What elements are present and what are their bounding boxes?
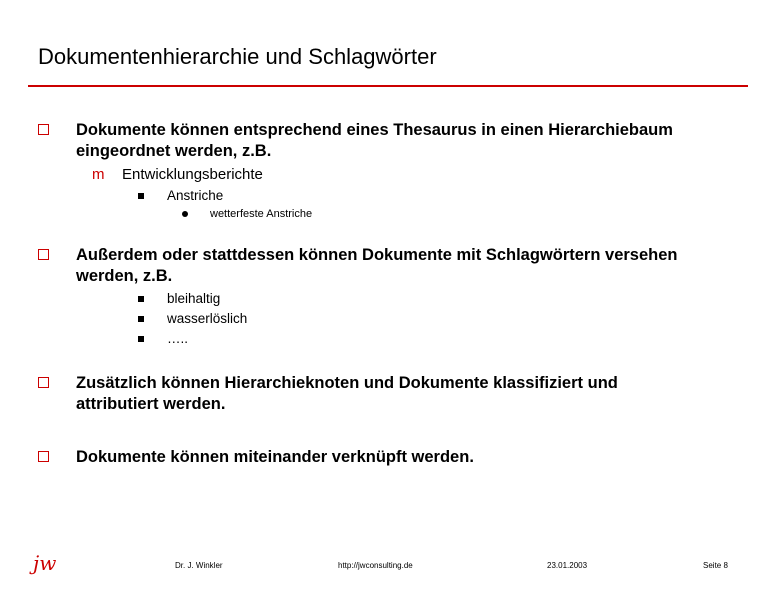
square-bullet-icon [138,296,144,302]
bullet-4-line-1: Dokumente können miteinander verknüpft werden. [76,448,474,466]
footer-page-number: Seite 8 [703,561,728,570]
bullet-3-line-1: Zusätzlich können Hierarchieknoten und Dokumente klassifiziert und [76,374,618,392]
bullet-3-line-2: attributiert werden. [76,395,226,413]
checkbox-bullet-icon [38,451,49,462]
footer-author: Dr. J. Winkler [175,561,223,570]
sub-bullet-text: Anstriche [167,188,224,203]
circle-bullet-icon: m [92,166,105,183]
dot-bullet-icon [182,211,188,217]
checkbox-bullet-icon [38,249,49,260]
footer-date: 23.01.2003 [547,561,588,570]
checkbox-bullet-icon [38,377,49,388]
square-bullet-icon [138,316,144,322]
slide-title: Dokumentenhierarchie und Schlagwörter [38,44,437,69]
sub-bullet-text: wetterfeste Anstriche [210,208,313,220]
jw-logo: jw [33,551,57,575]
bullet-2-line-1: Außerdem oder stattdessen können Dokumente mit Schlagwörtern versehen [76,246,678,264]
title-divider [28,85,748,87]
footer-url: http://jwconsulting.de [338,561,413,570]
keyword-text: ….. [167,331,189,346]
sub-bullet-text: Entwicklungsberichte [122,166,263,183]
keyword-text: bleihaltig [167,291,221,306]
square-bullet-icon [138,193,144,199]
bullet-2-line-2: werden, z.B. [76,267,173,285]
bullet-1-line-2: eingeordnet werden, z.B. [76,142,272,160]
bullet-1-line-1: Dokumente können entsprechend eines Thesaurus in einen Hierarchiebaum [76,121,673,139]
checkbox-bullet-icon [38,124,49,135]
keyword-text: wasserlöslich [167,311,248,326]
square-bullet-icon [138,336,144,342]
